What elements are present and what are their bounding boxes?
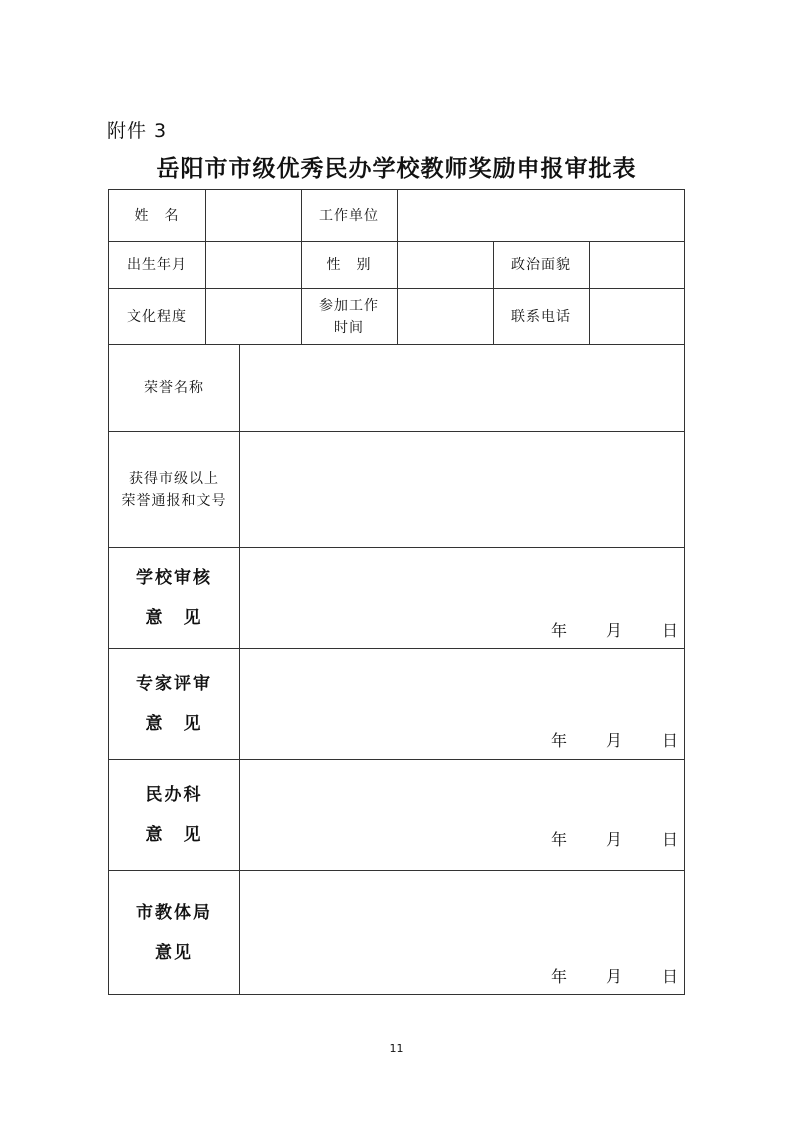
honor-notice-label: [109, 432, 239, 547]
attachment-label: 附件 3: [107, 120, 168, 142]
date-day: 日: [662, 830, 679, 849]
political-status-field[interactable]: [590, 242, 685, 288]
date-day: 日: [662, 621, 679, 640]
date-year: 年: [551, 830, 568, 849]
date-day: 日: [662, 731, 679, 750]
form-title: 岳阳市市级优秀民办学校教师奖励申报审批表: [156, 155, 637, 182]
phone-label: 联系电话: [511, 308, 571, 325]
date-year: 年: [551, 731, 568, 750]
application-form: [108, 189, 685, 995]
honor-name-label: 荣誉名称: [144, 380, 204, 396]
gender-field[interactable]: [398, 242, 493, 288]
honor-notice-label-line2: 荣誉通报和文号: [121, 492, 227, 509]
school-review-label-line2: 意 见: [145, 608, 203, 628]
page-number: 11: [389, 1042, 404, 1055]
education-bureau-label-line1: 市教体局: [136, 903, 212, 923]
private-education-section-label-line1: 民办科: [145, 785, 203, 805]
political-status-label: 政治面貌: [511, 257, 571, 273]
date-year: 年: [551, 967, 568, 986]
expert-review-label: [109, 649, 239, 759]
date-month: 月: [606, 967, 623, 986]
birth-date-field[interactable]: [206, 242, 301, 288]
expert-review-label-line1: 专家评审: [136, 674, 212, 694]
work-start-time-field[interactable]: [398, 289, 493, 344]
private-education-section-label-line2: 意 见: [145, 825, 203, 845]
date-month: 月: [606, 621, 623, 640]
date-day: 日: [662, 967, 679, 986]
honor-notice-field[interactable]: [240, 432, 685, 547]
honor-notice-label-line1: 获得市级以上: [129, 470, 219, 487]
work-start-time-label-line1: 参加工作: [319, 297, 379, 314]
honor-name-field[interactable]: [240, 345, 685, 431]
phone-field[interactable]: [590, 289, 685, 344]
date-month: 月: [606, 830, 623, 849]
expert-review-label-line2: 意 见: [145, 714, 203, 734]
work-start-time-label-line2: 时间: [334, 319, 364, 336]
date-year: 年: [551, 621, 568, 640]
date-month: 月: [606, 731, 623, 750]
private-education-section-label: [109, 760, 239, 870]
work-start-time-label: [301, 289, 397, 344]
education-bureau-label: [109, 871, 239, 995]
gender-label: 性 别: [326, 257, 372, 273]
name-field[interactable]: [206, 190, 301, 241]
work-unit-field[interactable]: [398, 190, 685, 241]
education-bureau-label-line2: 意见: [155, 943, 193, 963]
education-label: 文化程度: [127, 308, 187, 325]
name-label: 姓 名: [134, 207, 180, 224]
education-field[interactable]: [206, 289, 301, 344]
birth-date-label: 出生年月: [127, 257, 187, 273]
school-review-label-line1: 学校审核: [136, 568, 212, 588]
work-unit-label: 工作单位: [319, 207, 379, 224]
school-review-label: [109, 548, 239, 648]
private-education-section-field[interactable]: [240, 760, 685, 870]
